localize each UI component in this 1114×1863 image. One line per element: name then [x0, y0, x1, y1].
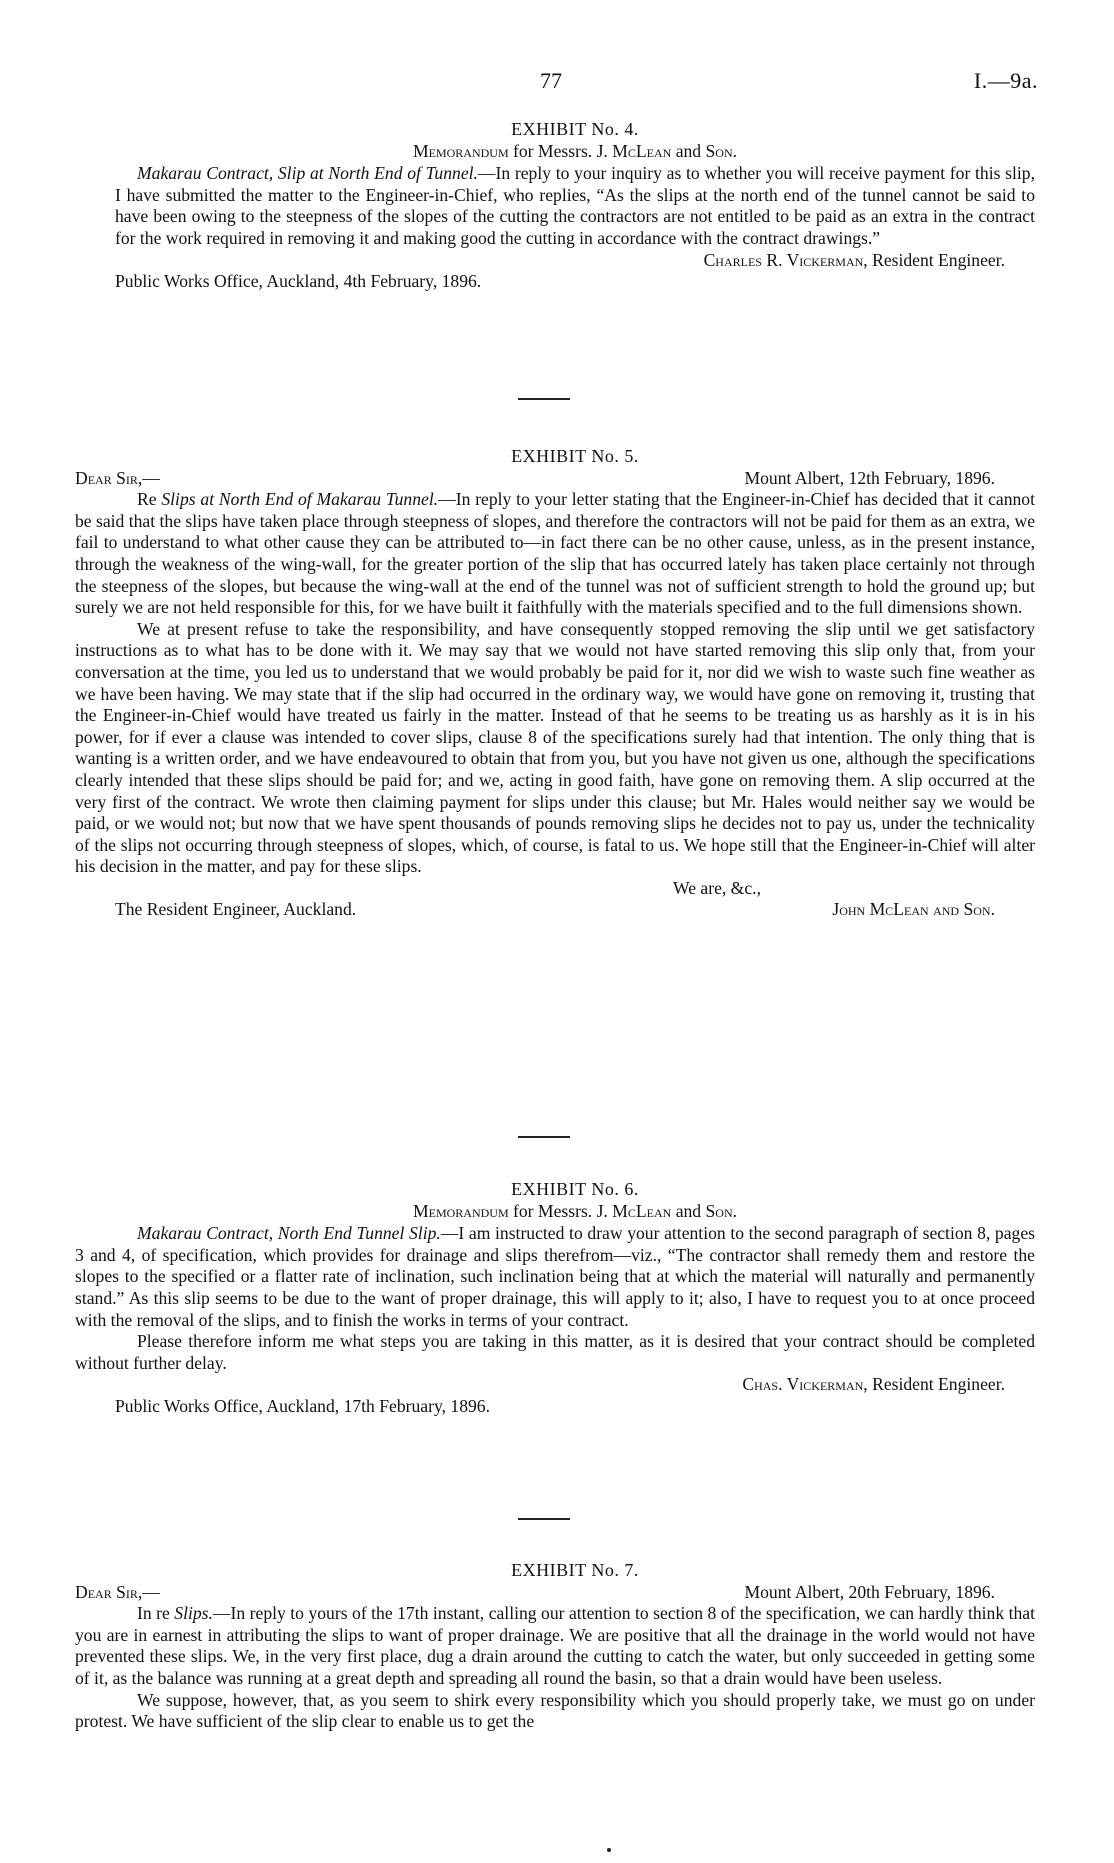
exhibit-6-para-1: Makarau Contract, North End Tunnel Slip.—I am instructed to draw your attention to the second paragraph of section 8, pages 3 and 4, of specification, which provides for drainage and slips therefrom—viz., “The contractor shall remedy them and restore the slopes to the specified or a flatter rate of inclination, such inclination being that at which the material will naturally and permanently stand.” As this slip seems to be due to the want of proper drainage, this will apply to it; also, I have to request you to at once proceed with the removal of the slips, and to finish the works in terms of your contract.	[75, 1223, 1035, 1330]
section-divider	[518, 1518, 570, 1520]
exhibit-4	[115, 119, 1035, 293]
exhibit-6-place-date: Public Works Office, Auckland, 17th February, 1896.	[115, 1395, 490, 1416]
exhibit-7-title: EXHIBIT No. 7.	[511, 1560, 639, 1580]
exhibit-6	[75, 1179, 1035, 1418]
exhibit-6-title: EXHIBIT No. 6.	[511, 1179, 639, 1199]
page-number: 77	[540, 68, 562, 93]
exhibit-5-para-1: Re Slips at North End of Makarau Tunnel.—In reply to your letter stating that the Engineer-in-Chief has decided that it cannot be said that the slips have taken place through steepness of slopes, and therefore the contractors will not be paid for them as an extra, we fail to understand to what other cause they can be attributed to—in fact there can be no other cause, unless, as in the present instance, through the weakness of the wing-wall, for the greater portion of the slip that has occurred lately has taken place certainly not through the steepness of the slopes, but because the wing-wall at the end of the tunnel was not of sufficient strength to hold the ground up; but surely we are not held responsible for this, for we have built it faithfully with the materials specified and to the full dimensions shown.	[75, 489, 1036, 618]
exhibit-6-memo-line: Memorandum for Messrs. J. McLean and Son.	[412, 1200, 738, 1221]
exhibit-7-para-2: We suppose, however, that, as you seem to shirk every responsibility which you should properly take, we must go on under protest. We have sufficient of the slip clear to enable us to get the	[75, 1689, 1035, 1732]
exhibit-5-place-date: Mount Albert, 12th February, 1896.	[744, 467, 995, 488]
exhibit-5-signature-row	[115, 899, 1035, 921]
exhibit-4-signature: Charles R. Vickerman, Resident Engineer.	[703, 249, 1005, 270]
exhibit-7-salutation: Dear Sir,—	[75, 1581, 160, 1602]
exhibit-4-place-date: Public Works Office, Auckland, 4th February, 1896.	[115, 271, 482, 292]
exhibit-5-para-2: We at present refuse to take the responsibility, and have consequently stopped removing the slip until we get satisfactory instructions as to what has to be done with it. We may say that we would not have started removing this slip only that, from your conversation at the time, you led us to understand that we would probably be paid for it, nor did we wish to waste such fine weather as we have been having. We may state that if the slip had occurred in the ordinary way, we would have gone on removing it, trusting that the Engineer-in-Chief would have treated us fairly in the matter. Instead of that he seems to be treating us as harshly as it is in his power, for if ever a clause was intended to cover slips, clause 8 of the specifications surely had that intention. The only thing that is wanting is a written order, and we have endeavoured to obtain that from you, but you have not given us one, although the specifications clearly intended that these slips should be paid for; and we, acting in good faith, have gone on removing them. A slip occurred at the very first of the contract. We wrote then claiming payment for slips under this clause; but Mr. Hales would neither say we would be paid, or we would not; but now that we have spent thousands of pounds removing slips he decides not to pay us, under the technicality of the slips not occurring through steepness of slopes, which, of course, is fatal to us. We hope still that the Engineer-in-Chief will alter his decision in the matter, and pay for these slips.	[75, 618, 1035, 877]
exhibit-4-body: Makarau Contract, Slip at North End of Tunnel.—In reply to your inquiry as to whether you will receive payment for this slip, I have submitted the matter to the Engineer-in-Chief, who replies, “As the slips at the north end of the tunnel cannot be said to have been owing to the steepness of the slopes of the cutting the contractors are not entitled to be paid as an extra in the contract for the work required in removing it and making good the cutting in accordance with the contract drawings.”	[115, 163, 1035, 248]
exhibit-5-addressee: The Resident Engineer, Auckland.	[115, 899, 357, 920]
exhibit-7-heading-row	[75, 1581, 1035, 1604]
exhibit-4-title: EXHIBIT No. 4.	[511, 119, 639, 139]
exhibit-7-para-1: In re Slips.—In reply to yours of the 17th instant, calling our attention to section 8 of the specification, we can hardly think that you are in earnest in attributing the slips to want of proper drainage. We are positive that all the drainage in the world would not have prevented these slips. We, in the very first place, dug a drain around the cutting to catch the water, but only succeeded in getting some of it, as the balance was running at a great depth and spreading all round the basin, so that a drain would have been useless.	[75, 1603, 1035, 1688]
exhibit-4-memo-line: Memorandum for Messrs. J. McLean and Son.	[412, 140, 738, 161]
exhibit-5	[75, 446, 1036, 921]
page-header	[0, 68, 1114, 98]
ink-mark	[607, 1848, 611, 1852]
exhibit-5-title: EXHIBIT No. 5.	[511, 446, 639, 466]
section-divider	[518, 1136, 570, 1138]
section-divider	[518, 398, 570, 400]
page-reference: I.—9a.	[973, 68, 1038, 93]
exhibit-7	[75, 1560, 1035, 1733]
exhibit-5-salutation: Dear Sir,—	[75, 467, 160, 488]
exhibit-5-signature: John McLean and Son.	[832, 899, 995, 920]
exhibit-6-para-2: Please therefore inform me what steps you are taking in this matter, as it is desired that your contract should be completed without further delay.	[75, 1331, 1035, 1373]
exhibit-5-closing: We are, &c.,	[673, 877, 761, 898]
exhibit-6-signature: Chas. Vickerman, Resident Engineer.	[742, 1374, 1005, 1395]
exhibit-7-place-date: Mount Albert, 20th February, 1896.	[744, 1581, 995, 1602]
exhibit-5-heading-row	[75, 467, 1035, 490]
